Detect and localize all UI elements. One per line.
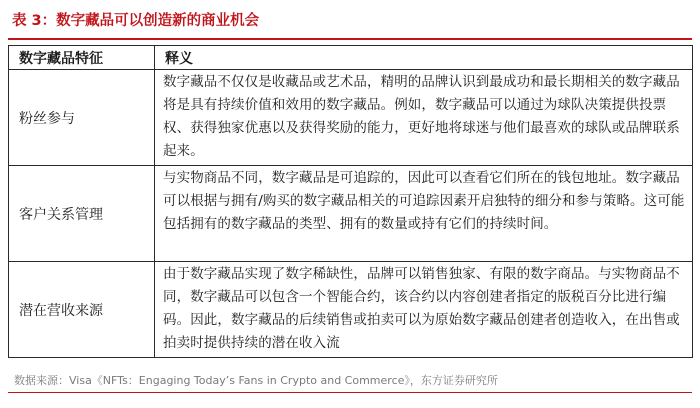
header-feature: 数字藏品特征: [9, 46, 155, 70]
row-description: 由于数字藏品实现了数字稀缺性，品牌可以销售独家、有限的数字商品。与实物商品不同，数字藏品可以包含一个智能合约，该合约以内容创建者指定的版税百分比进行编码。因此，数字藏品的后续销售或拍卖可以为原始数字藏品创建者创造收入，在出售或拍卖时提供持续的潜在收入流: [155, 262, 693, 358]
row-description: 数字藏品不仅仅是收藏品或艺术品，精明的品牌认识到最成功和最长期相关的数字藏品将是具有持续价值和效用的数字藏品。例如，数字藏品可以通过为球队决策提供投票权、获得独家优惠以及获得奖励的能力，更好地将球迷与他们最喜欢的球队或品牌联系起来。: [155, 70, 693, 166]
row-feature: 客户关系管理: [9, 166, 155, 262]
row-description: 与实物商品不同，数字藏品是可追踪的，因此可以查看它们所在的钱包地址。数字藏品可以根据与拥有/购买的数字藏品相关的可追踪因素开启独特的细分和参与策略。这可能包括拥有的数字藏品的类型、拥有的数量或持有它们的持续时间。: [155, 166, 693, 262]
table-row: [9, 262, 693, 358]
data-source-note: 数据来源：Visa《NFTs：Engaging Today’s Fans in Crypto and Commerce》，东方证券研究所: [14, 374, 498, 387]
title-divider: [8, 38, 692, 40]
table-header-row: [9, 46, 693, 70]
row-feature: 潜在营收来源: [9, 262, 155, 358]
table-title: 表 3：数字藏品可以创造新的商业机会: [12, 13, 260, 29]
footer-divider: [8, 392, 692, 393]
header-description: 释义: [155, 46, 693, 70]
table-row: [9, 70, 693, 166]
table-row: [9, 166, 693, 262]
nft-business-table: [8, 45, 693, 358]
row-feature: 粉丝参与: [9, 70, 155, 166]
